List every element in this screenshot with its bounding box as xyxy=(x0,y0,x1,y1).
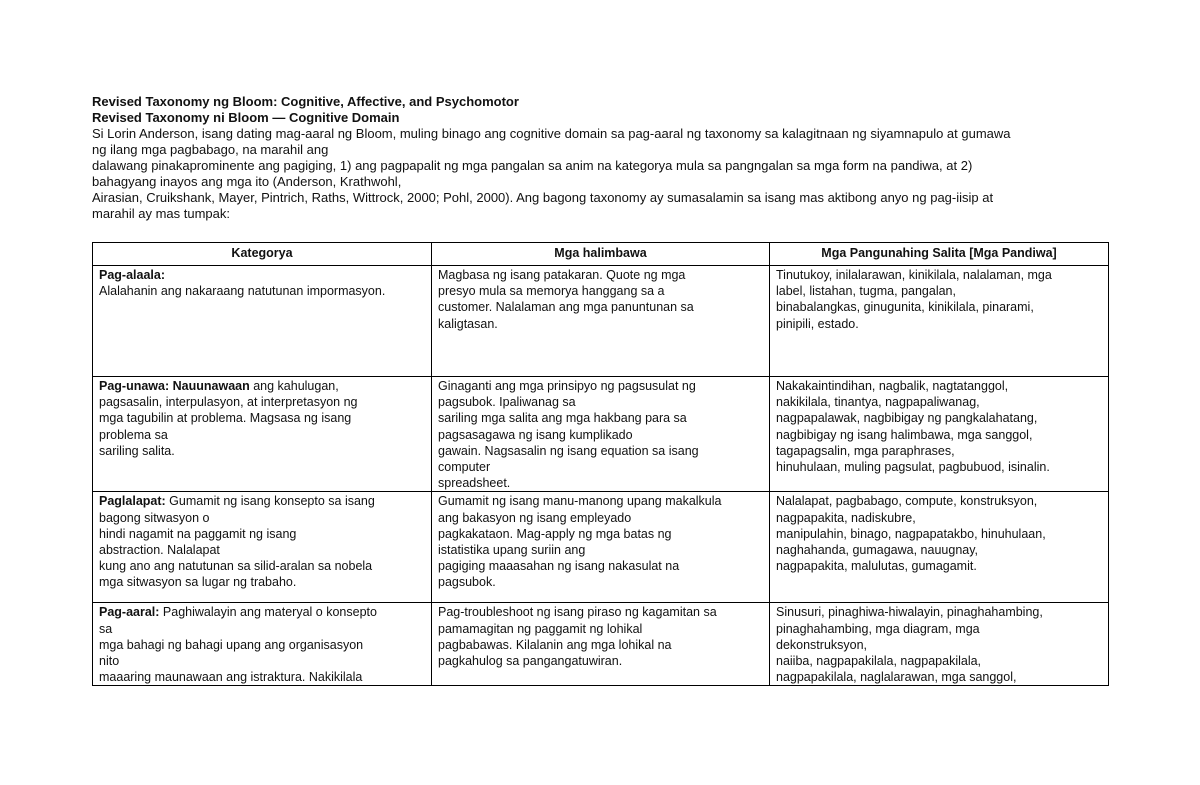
table-row xyxy=(93,377,1109,492)
column-header-category: Kategorya xyxy=(93,243,432,266)
category-name: Pag-aaral: xyxy=(99,605,160,620)
keyword-text: nagbibigay ng isang halimbawa, mga sanggol, xyxy=(776,427,1033,442)
examples-cell xyxy=(432,492,770,603)
keyword-text: dekonstruksyon, xyxy=(776,637,868,652)
category-text: hindi nagamit na paggamit ng isang xyxy=(99,526,297,541)
example-text: Magbasa ng isang patakaran. Quote ng mga xyxy=(438,268,686,282)
keyword-text: nakikilala, tinantya, nagpapaliwanag, xyxy=(776,395,980,410)
category-text: abstraction. Nalalapat xyxy=(99,543,220,558)
example-text: pagkakataon. Mag-apply ng mga batas ng xyxy=(438,526,672,541)
column-header-examples: Mga halimbawa xyxy=(432,243,770,266)
example-text: customer. Nalalaman ang mga panuntunan sa xyxy=(438,300,694,315)
category-text: Gumamit ng isang konsepto sa isang xyxy=(165,494,375,509)
category-cell xyxy=(93,266,432,377)
category-text: problema sa xyxy=(99,427,168,442)
example-text: pagkahulog sa pangangatuwiran. xyxy=(438,654,623,669)
category-cell xyxy=(93,492,432,603)
keyword-text: nagpapakita, malulutas, gumagamit. xyxy=(776,559,977,574)
keyword-text: tagapagsalin, mga paraphrases, xyxy=(776,443,955,458)
category-text: sa xyxy=(99,621,113,636)
intro-line: marahil ay mas tumpak: xyxy=(92,206,230,221)
category-text: bagong sitwasyon o xyxy=(99,510,210,525)
keyword-text: nagpapakilala, naglalarawan, mga sanggol, xyxy=(776,670,1017,685)
category-text: sariling salita. xyxy=(99,443,175,458)
example-text: pagiging maaasahan ng isang nakasulat na xyxy=(438,559,680,574)
category-text: mga bahagi ng bahagi upang ang organisasyon xyxy=(99,637,364,652)
keyword-text: manipulahin, binago, nagpapatakbo, hinuhulaan, xyxy=(776,526,1046,541)
example-text: sariling mga salita ang mga hakbang para sa xyxy=(438,411,687,426)
keyword-text: Tinutukoy, inilalarawan, kinikilala, nalalaman, mga xyxy=(776,268,1052,282)
keywords-cell xyxy=(770,603,1109,686)
keyword-text: hinuhulaan, muling pagsulat, pagbubuod, isinalin. xyxy=(776,460,1050,475)
example-text: Gumamit ng isang manu-manong upang makalkula xyxy=(438,494,722,509)
examples-cell xyxy=(432,377,770,492)
example-text: pagsubok. Ipaliwanag sa xyxy=(438,395,576,410)
main-title: Revised Taxonomy ng Bloom: Cognitive, Affective, and Psychomotor xyxy=(92,94,519,109)
keyword-text: Nalalapat, pagbabago, compute, konstruksyon, xyxy=(776,494,1038,509)
example-text: gawain. Nagsasalin ng isang equation sa isang xyxy=(438,443,699,458)
column-header-keywords: Mga Pangunahing Salita [Mga Pandiwa] xyxy=(770,243,1109,266)
keyword-text: Nakakaintindihan, nagbalik, nagtatanggol, xyxy=(776,379,1009,393)
intro-line: Airasian, Cruikshank, Mayer, Pintrich, Raths, Wittrock, 2000; Pohl, 2000). Ang bagong taxonomy ay sumasalamin sa isang mas aktibong anyo ng pag-iisip at xyxy=(92,190,994,205)
keywords-cell xyxy=(770,266,1109,377)
sub-title: Revised Taxonomy ni Bloom — Cognitive Domain xyxy=(92,110,400,125)
table-row xyxy=(93,603,1109,686)
example-text: pagsubok. xyxy=(438,575,496,590)
keyword-text: pinaghahambing, mga diagram, mga xyxy=(776,621,980,636)
keywords-cell xyxy=(770,492,1109,603)
example-text: pagsasagawa ng isang kumplikado xyxy=(438,427,633,442)
keyword-text: binabalangkas, ginugunita, kinikilala, pinarami, xyxy=(776,300,1034,315)
taxonomy-table-container xyxy=(92,242,1108,686)
keyword-text: nagpapalawak, nagbibigay ng pangkalahatang, xyxy=(776,411,1038,426)
example-text: pagbabawas. Kilalanin ang mga lohikal na xyxy=(438,637,672,652)
example-text: computer xyxy=(438,460,491,475)
example-text: presyo mula sa memorya hanggang sa a xyxy=(438,284,665,299)
intro-line: dalawang pinakaprominente ang pagiging, 1) ang pagpapalit ng mga pangalan sa anim na kategorya mula sa pangngalan sa mga form na pandiwa, at 2) xyxy=(92,158,973,173)
taxonomy-table xyxy=(92,242,1109,686)
category-text: maaaring maunawaan ang istraktura. Nakikilala xyxy=(99,670,363,685)
category-cell xyxy=(93,377,432,492)
category-name: Pag-unawa: xyxy=(99,379,170,393)
keyword-text: nagpapakita, nadiskubre, xyxy=(776,510,916,525)
keyword-text: naghahanda, gumagawa, nauugnay, xyxy=(776,543,979,558)
category-name: Paglalapat: xyxy=(99,494,166,509)
category-name: Pag-alaala: xyxy=(99,268,166,282)
table-header-row xyxy=(93,243,1109,266)
category-text: nito xyxy=(99,654,120,669)
category-verb: Nauunawaan xyxy=(172,379,250,393)
examples-cell xyxy=(432,603,770,686)
category-cell xyxy=(93,603,432,686)
table-row xyxy=(93,492,1109,603)
category-text: Paghiwalayin ang materyal o konsepto xyxy=(159,605,377,620)
example-text: pamamagitan ng paggamit ng lohikal xyxy=(438,621,643,636)
example-text: Ginaganti ang mga prinsipyo ng pagsusulat ng xyxy=(438,379,696,393)
table-row xyxy=(93,266,1109,377)
keyword-text: Sinusuri, pinaghiwa-hiwalayin, pinaghahambing, xyxy=(776,605,1043,620)
example-text: spreadsheet. xyxy=(438,476,511,491)
category-text: mga tagubilin at problema. Magsasa ng isang xyxy=(99,411,352,426)
examples-cell xyxy=(432,266,770,377)
category-text: mga sitwasyon sa lugar ng trabaho. xyxy=(99,575,297,590)
example-text: kaligtasan. xyxy=(438,316,498,331)
intro-paragraph xyxy=(92,126,1108,222)
category-text: ang kahulugan, xyxy=(249,379,339,393)
intro-line: Si Lorin Anderson, isang dating mag-aaral ng Bloom, muling binago ang cognitive domain sa pag-aaral ng taxonomy sa kalagitnaan ng siyamnapulo at gumawa xyxy=(92,126,1011,141)
keyword-text: naiiba, nagpapakilala, nagpapakilala, xyxy=(776,654,982,669)
category-text: pagsasalin, interpulasyon, at interpretasyon ng xyxy=(99,395,358,410)
example-text: Pag-troubleshoot ng isang piraso ng kagamitan sa xyxy=(438,605,717,620)
intro-line: ng ilang mga pagbabago, na marahil ang xyxy=(92,142,329,157)
keyword-text: label, listahan, tugma, pangalan, xyxy=(776,284,956,299)
example-text: ang bakasyon ng isang empleyado xyxy=(438,510,632,525)
intro-line: bahagyang inayos ang mga ito (Anderson, Krathwohl, xyxy=(92,174,402,189)
category-text: kung ano ang natutunan sa silid-aralan sa nobela xyxy=(99,559,373,574)
category-text: Alalahanin ang nakaraang natutunan impormasyon. xyxy=(99,284,386,299)
example-text: istatistika upang suriin ang xyxy=(438,543,586,558)
document-header xyxy=(92,94,1108,222)
keywords-cell xyxy=(770,377,1109,492)
keyword-text: pinipili, estado. xyxy=(776,316,859,331)
